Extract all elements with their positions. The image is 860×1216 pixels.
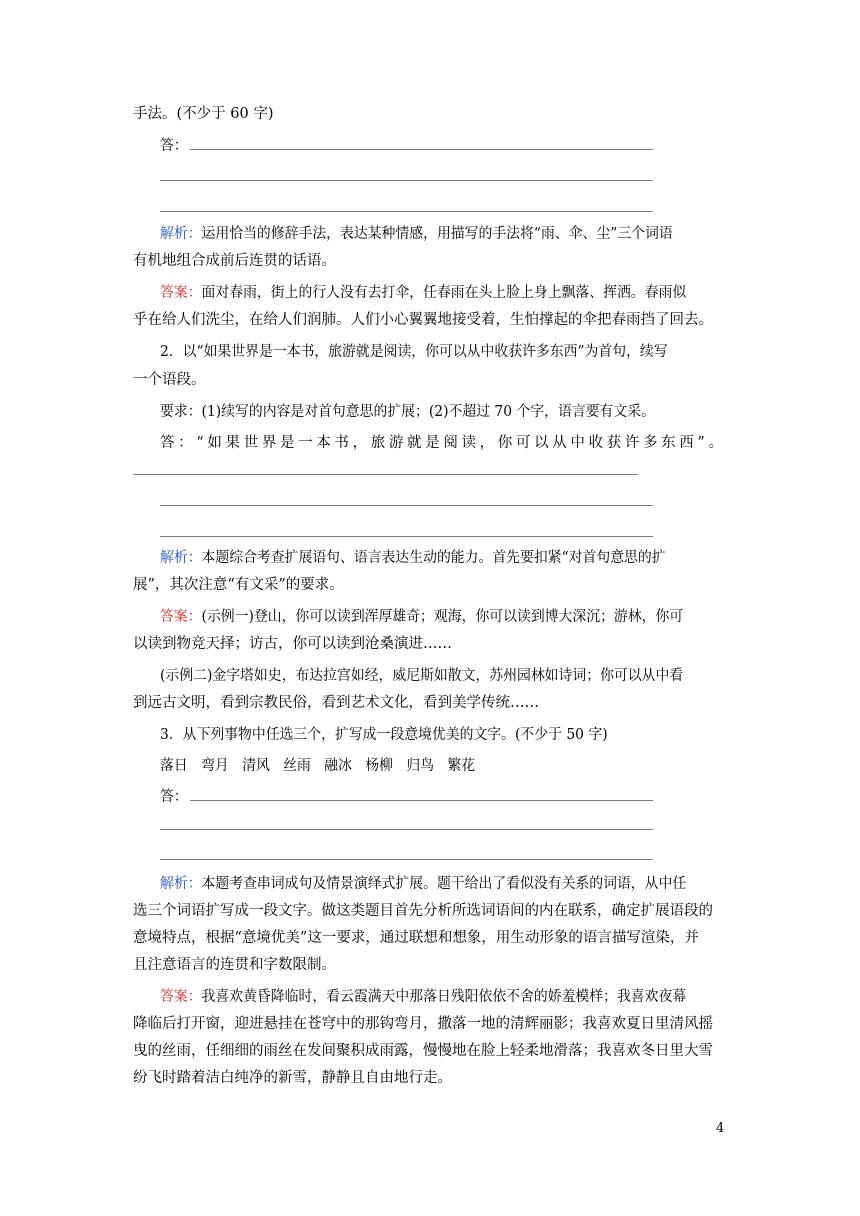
page-number: 4 <box>716 1121 725 1136</box>
answer-line <box>190 800 653 801</box>
answer-label: 答案： <box>160 609 202 625</box>
q3-stem: 3．从下列事物中任选三个，扩写成一段意境优美的文字。(不少于 50 字) <box>160 727 608 743</box>
analysis-label: 解析： <box>160 876 202 892</box>
q2-requirement: 要求：(1)续写的内容是对首句意思的扩展；(2)不超过 70 个字，语言要有文采。 <box>160 404 655 420</box>
word-item: 丝雨 <box>283 758 311 774</box>
q2-answer-line: 到远古文明，看到宗教民俗，看到艺术文化，看到美学传统…… <box>133 695 539 711</box>
word-item: 弯月 <box>201 758 229 774</box>
q2-stem: 2．以“如果世界是一本书，旅游就是阅读，你可以从中收获许多东西”为首句，续写 <box>160 344 668 360</box>
word-item: 归鸟 <box>406 758 435 774</box>
answer-line <box>160 829 653 830</box>
q2-stem: 一个语段。 <box>133 372 206 388</box>
answer-line <box>133 474 638 475</box>
q3-answer-line: 曳的丝雨，任细细的雨丝在发间聚积成雨露，慢慢地在脸上轻柔地滑落；我喜欢冬日里大雪 <box>133 1043 713 1059</box>
q2-answer-line: (示例二)金字塔如史，布达拉宫如经，威尼斯如散文，苏州园林如诗词；你可以从中看 <box>160 668 684 684</box>
answer-line <box>160 180 653 181</box>
q1-analysis-line: 解析：运用恰当的修辞手法，表达某种情感，用描写的手法将“雨、伞、尘”三个词语 <box>160 226 673 242</box>
q3-answer-line: 纷飞时踏着洁白纯净的新雪，静静且自由地行走。 <box>133 1070 452 1086</box>
answer-line <box>160 536 653 537</box>
word-item: 融冰 <box>324 758 352 774</box>
q1-analysis-line: 有机地组合成前后连贯的话语。 <box>133 253 336 269</box>
q1-answer-line: 答案：面对春雨，街上的行人没有去打伞，任春雨在头上脸上身上飘落、挥洒。春雨似 <box>160 285 687 301</box>
word-item: 落日 <box>160 758 188 774</box>
answer-line <box>190 149 653 150</box>
answer-label: 答案： <box>160 989 202 1005</box>
q3-analysis-line: 意境特点，根据“意境优美”这一要求，通过联想和想象，用生动形象的语言描写渲染，并 <box>133 930 699 946</box>
answer-line <box>160 505 653 506</box>
q3-analysis-line: 且注意语言的连贯和字数限制。 <box>133 957 336 973</box>
q3-answer-prompt: 答： <box>160 789 188 805</box>
q2-answer-line: 以读到物竞天择；访古，你可以读到沧桑演进…… <box>133 636 452 652</box>
q2-analysis-line: 展”，其次注意“有文采”的要求。 <box>133 577 344 593</box>
q2-analysis-line: 解析：本题综合考查扩展语句、语言表达生动的能力。首先要扣紧“对首句意思的扩 <box>160 550 666 566</box>
q3-word-list <box>160 756 733 776</box>
answer-line <box>160 211 653 212</box>
q3-analysis-line: 选三个词语扩写成一段文字。做这类题目首先分析所选词语间的内在联系，确定扩展语段的 <box>133 903 713 919</box>
analysis-label: 解析： <box>160 550 202 566</box>
q1-tail: 手法。(不少于 60 字) <box>133 106 274 122</box>
q2-answer-prompt: 答：“如果世界是一本书，旅游就是阅读，你可以从中收获许多东西”。 <box>160 435 723 451</box>
word-item: 杨柳 <box>365 758 394 774</box>
analysis-label: 解析： <box>160 226 202 242</box>
answer-line <box>160 859 653 860</box>
q3-answer-line: 答案：我喜欢黄昏降临时，看云霞满天中那落日残阳依依不舍的娇羞模样；我喜欢夜幕 <box>160 989 687 1005</box>
word-item: 繁花 <box>447 758 476 774</box>
answer-label: 答案： <box>160 285 202 301</box>
q3-answer-line: 降临后打开窗，迎进悬挂在苍穹中的那钩弯月，撒落一地的清辉丽影；我喜欢夏日里清风摇 <box>133 1016 713 1032</box>
q1-answer-prompt: 答： <box>160 138 188 154</box>
q3-analysis-line: 解析：本题考查串词成句及情景演绎式扩展。题干给出了看似没有关系的词语，从中任 <box>160 876 687 892</box>
word-item: 清风 <box>242 758 270 774</box>
q1-answer-line: 乎在给人们洗尘，在给人们润肺。人们小心翼翼地接受着，生怕撑起的伞把春雨挡了回去。 <box>133 312 713 328</box>
q2-answer-line: 答案：(示例一)登山，你可以读到浑厚雄奇；观海，你可以读到博大深沉；游林，你可 <box>160 609 684 625</box>
